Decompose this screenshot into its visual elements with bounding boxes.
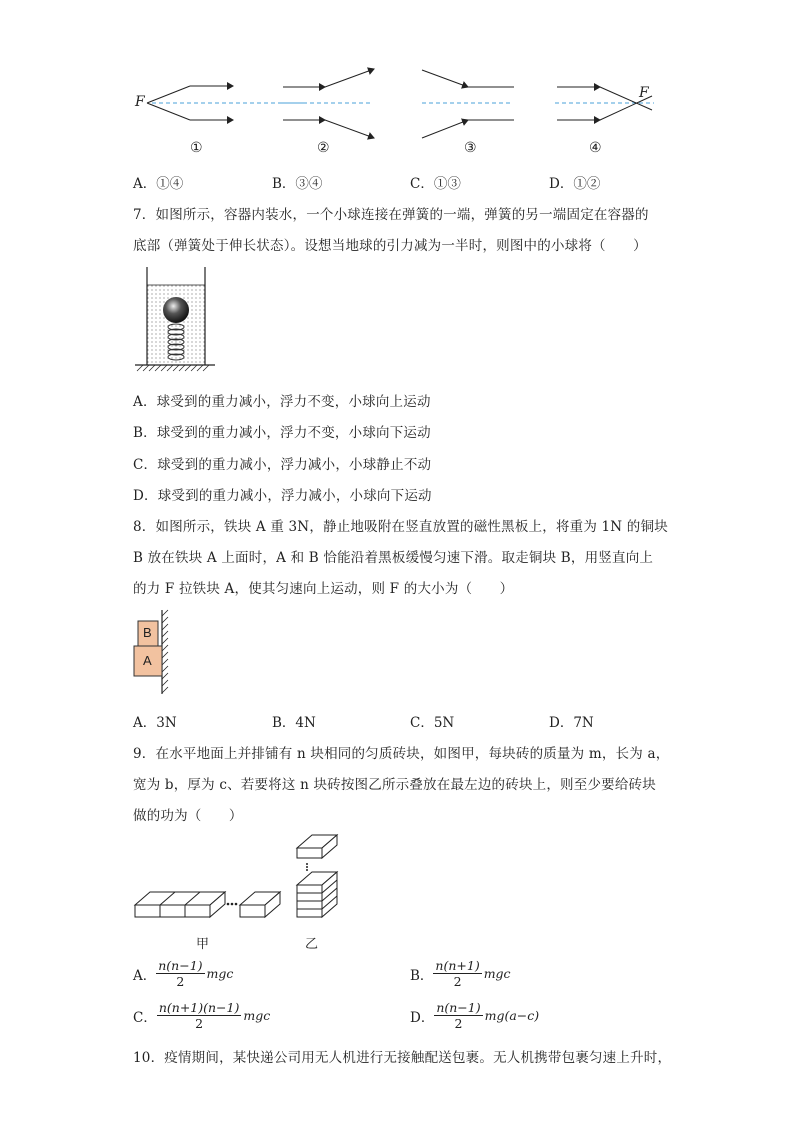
q9-option-c-numerator: n(n+1)(n−1) [158,1000,240,1015]
q9-figure [130,830,370,955]
q9-option-b-prefix: B． [410,967,434,984]
q7-ball [163,297,189,323]
q9-option-d-numerator: n(n−1) [436,1000,481,1015]
q9-option-d-denominator: 2 [454,1016,463,1031]
q6-option-b[interactable]: B．③④ [272,176,323,192]
q9-stem-line-3: 做的功为（ ） [133,808,243,824]
q6-focus-label-right: F [639,85,649,101]
q9-bricks-diagram [130,830,370,930]
q10-stem-line-1: 10．疫情期间，某快递公司用无人机进行无接触配送包裹。无人机携带包裹匀速上升时， [133,1050,672,1066]
q9-option-a[interactable] [133,958,233,989]
q8-label-b: B [143,625,152,640]
q6-panel-label-3: ③ [464,140,477,156]
q9-label-jia: 甲 [196,937,210,952]
q8-figure [132,608,182,698]
q9-option-c-denominator: 2 [195,1016,204,1031]
q7-stem-line-2: 底部（弹簧处于伸长状态）。设想当地球的引力减为一半时，则图中的小球将（ ） [133,238,647,254]
q9-option-d-prefix: D． [410,1009,435,1026]
q7-option-d[interactable]: D．球受到的重力减小，浮力减小，小球向下运动 [133,488,432,504]
q9-label-yi: 乙 [305,937,319,952]
q8-stem-line-2: B 放在铁块 A 上面时，A 和 B 恰能沿着黑板缓慢匀速下滑。取走铜块 B，用竖直向上 [133,550,654,566]
q9-option-c-tail: mgc [243,1008,271,1023]
q6-panel-3 [422,70,514,138]
q8-blackboard-diagram [132,608,182,698]
q7-figure-container [135,265,215,375]
q6-panel-label-2: ② [317,140,330,156]
q6-figure [130,60,670,160]
q9-option-a-denominator: 2 [176,974,185,989]
q7-option-c[interactable]: C．球受到的重力减小，浮力减小，小球静止不动 [133,457,432,473]
q8-option-c[interactable]: C．5N [410,715,455,731]
q8-option-a[interactable]: A．3N [133,715,177,731]
q6-panel-label-4: ④ [589,140,602,156]
q6-option-c[interactable]: C．①③ [410,176,461,192]
q9-stem-line-2: 宽为 b，厚为 c、若要将这 n 块砖按图乙所示叠放在最左边的砖块上，则至少要给砖块 [133,777,656,793]
q9-option-d-tail: mg(a−c) [484,1008,540,1023]
q8-stem-line-3: 的力 F 拉铁块 A，使其匀速向上运动，则 F 的大小为（ ） [133,581,514,597]
q6-option-d[interactable]: D．①② [549,176,601,192]
q7-option-a[interactable]: A．球受到的重力减小，浮力不变，小球向上运动 [133,394,431,410]
q9-stem-line-1: 9．在水平地面上并排铺有 n 块相同的匀质砖块，如图甲，每块砖的质量为 m，长为 a， [133,746,670,762]
q9-option-b[interactable] [410,958,511,989]
q9-option-d[interactable] [410,1000,539,1031]
q9-option-b-numerator: n(n+1) [435,958,480,973]
q8-stem-line-1: 8．如图所示，铁块 A 重 3N，静止地吸附在竖直放置的磁性黑板上，将重为 1N 的铜块 [133,519,668,535]
q9-option-a-numerator: n(n−1) [158,958,203,973]
q6-panel-label-1: ① [190,140,203,156]
q9-option-a-prefix: A． [133,967,157,984]
q6-panel-1 [147,86,305,120]
q6-option-a[interactable]: A．①④ [133,176,184,192]
q9-option-c-prefix: C． [133,1009,157,1026]
q9-option-b-tail: mgc [483,966,511,981]
q8-label-a: A [143,653,152,668]
q8-option-b[interactable]: B．4N [272,715,316,731]
q7-container-diagram [135,265,215,375]
q6-focus-label-left: F [135,94,145,110]
q8-option-d[interactable]: D．7N [549,715,594,731]
q9-option-b-denominator: 2 [453,974,462,989]
q9-option-c[interactable] [133,1000,270,1031]
q7-stem-line-1: 7．如图所示，容器内装水，一个小球连接在弹簧的一端，弹簧的另一端固定在容器的 [133,207,649,223]
q9-option-a-tail: mgc [206,966,234,981]
q7-option-b[interactable]: B．球受到的重力减小，浮力不变，小球向下运动 [133,425,431,441]
